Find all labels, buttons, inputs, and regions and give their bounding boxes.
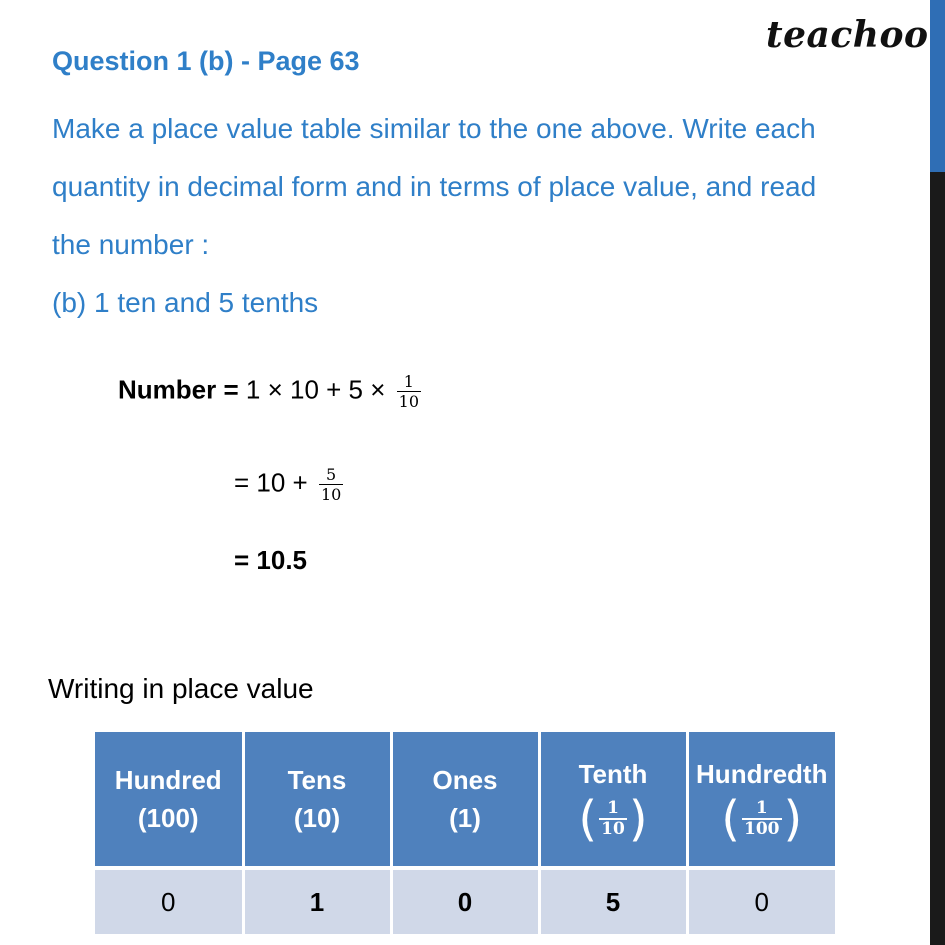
- table-header-row: [95, 732, 835, 868]
- cell-hundred: 0: [95, 868, 243, 934]
- header-tens: Tens (10): [243, 732, 391, 868]
- question-line: the number :: [52, 229, 210, 260]
- number-label: Number =: [118, 374, 239, 405]
- teachoo-logo: teachoo: [766, 14, 929, 56]
- expression: = 10 +: [234, 467, 308, 498]
- solution-line-1: [118, 372, 421, 411]
- side-bar-accent: [930, 0, 945, 172]
- solution-line-3: [234, 545, 307, 576]
- solution-line-2: [234, 465, 343, 504]
- fraction-numerator: 1: [403, 372, 414, 391]
- header-hundredth: Hundredth ( $\frac{1}{100}$ ): [687, 732, 835, 868]
- question-line: Make a place value table similar to the one above. Write each: [52, 113, 816, 144]
- cell-tens: 1: [243, 868, 391, 934]
- header-ones: Ones (1): [391, 732, 539, 868]
- hundredth-fraction: ( $\frac{1}{100}$ ): [721, 791, 803, 847]
- fraction: [397, 372, 421, 411]
- fraction: [319, 465, 343, 504]
- expression: 1 × 10 + 5 ×: [245, 374, 386, 405]
- place-value-table: [95, 732, 835, 934]
- fraction-denominator: 10: [398, 392, 419, 411]
- question-title: Question 1 (b) - Page 63: [52, 46, 360, 76]
- cell-tenth: 5: [539, 868, 687, 934]
- question-text: [52, 100, 912, 332]
- fraction-denominator: 10: [320, 485, 342, 504]
- cell-hundredth: 0: [687, 868, 835, 934]
- place-value-label: Writing in place value: [48, 673, 314, 704]
- fraction-numerator: 5: [326, 465, 337, 484]
- table-row: [95, 868, 835, 934]
- header-tenth: Tenth ( $\frac{1}{10}$ ): [539, 732, 687, 868]
- tenth-fraction: ( $\frac{1}{10}$ ): [578, 791, 648, 847]
- cell-ones: 0: [391, 868, 539, 934]
- header-hundred: Hundred (100): [95, 732, 243, 868]
- question-part: (b) 1 ten and 5 tenths: [52, 287, 319, 318]
- side-bar: [930, 0, 945, 945]
- result: = 10.5: [234, 545, 308, 575]
- question-line: quantity in decimal form and in terms of place value, and read: [52, 171, 817, 202]
